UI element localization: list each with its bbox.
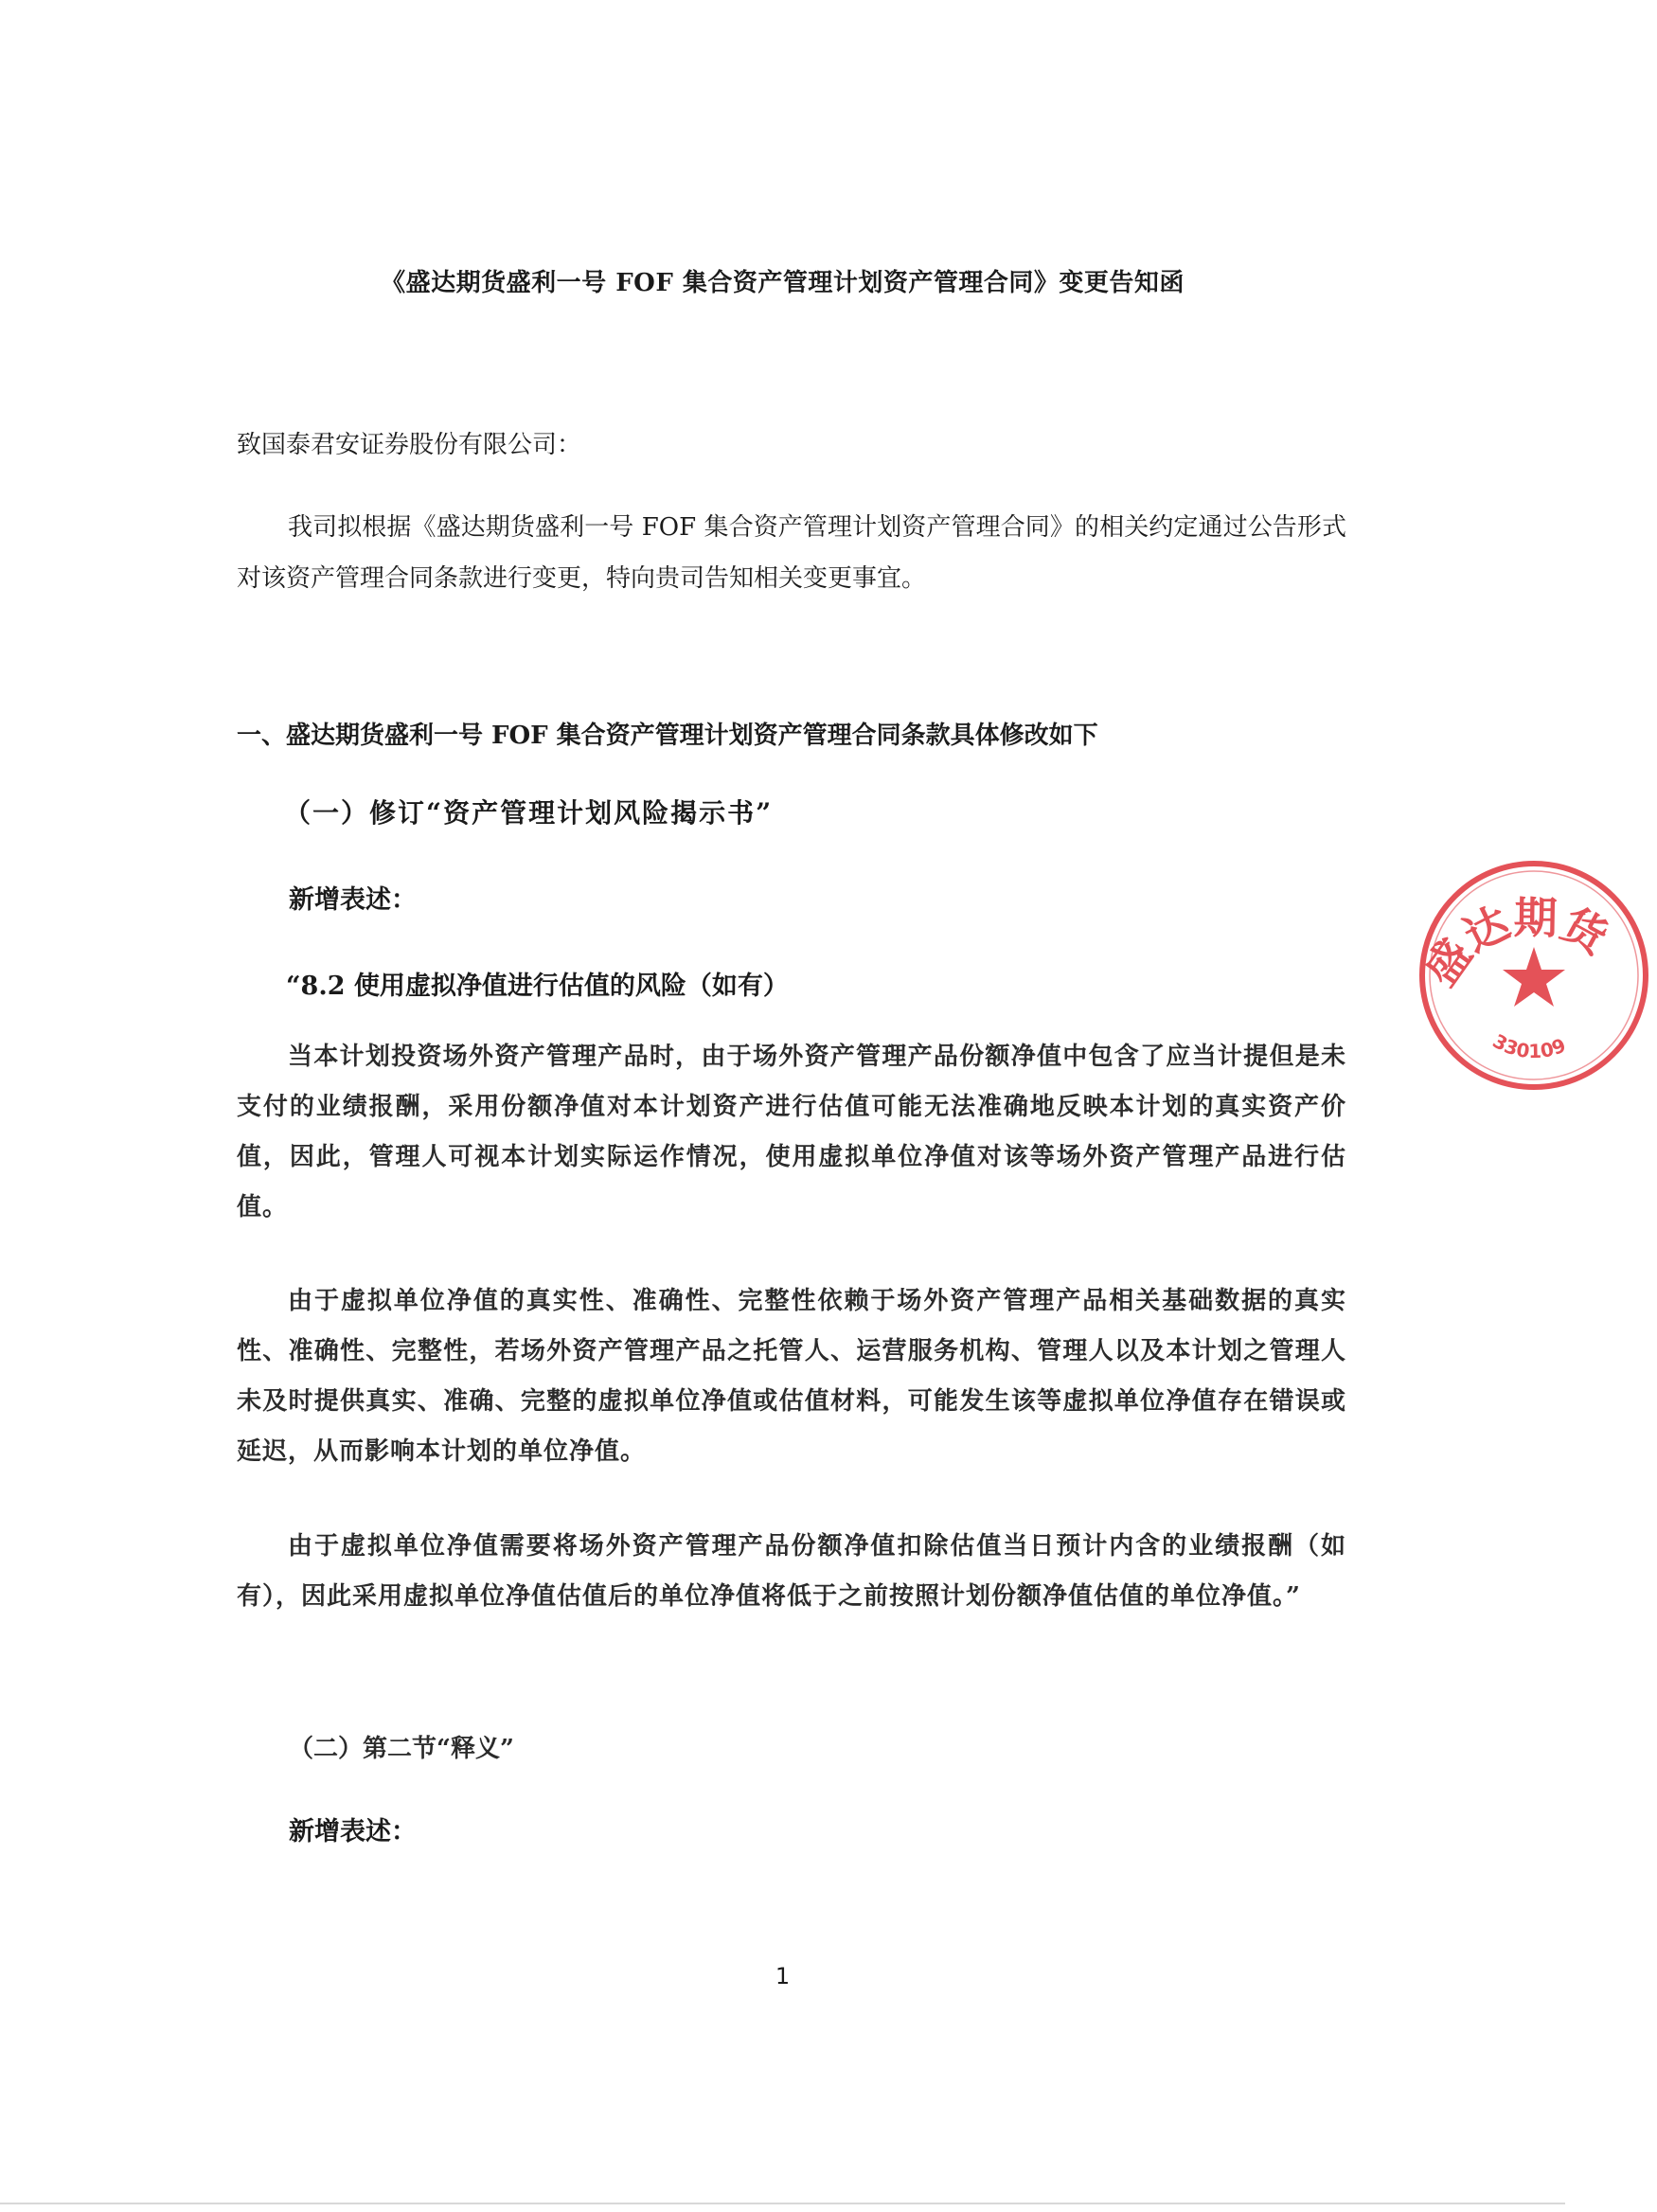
addressee: 致国泰君安证券股份有限公司： (237, 431, 582, 459)
body-paragraph-2: 由于虚拟单位净值的真实性、准确性、完整性依赖于场外资产管理产品相关基础数据的真实性、准确性、完整性，若场外资产管理产品之托管人、运营服务机构、管理人以及本计划之管理人未及时提供真实、准确、完整的虚拟单位净值或估值材料，可能发生该等虚拟单位净值存在错误或延迟，从而影响本计划的单位净值。 (237, 1287, 1346, 1466)
seal-star-icon (1503, 947, 1565, 1007)
body-paragraph-1: 当本计划投资场外资产管理产品时，由于场外资产管理产品份额净值中包含了应当计提但是未支付的业绩报酬，采用份额净值对本计划资产进行估值可能无法准确地反映本计划的真实资产价值，因此，管理人可视本计划实际运作情况，使用虚拟单位净值对该等场外资产管理产品进行估值。 (237, 1043, 1346, 1222)
subsection-1-heading: （一）修订“资产管理计划风险揭示书” (284, 797, 774, 829)
page-number: 1 (775, 1963, 791, 1989)
quote-heading: “8.2 使用虚拟净值进行估值的风险（如有） (286, 972, 789, 1001)
seal-number-text: 330109 (1488, 1029, 1569, 1063)
new-statement-label: 新增表述： (289, 885, 417, 915)
body-paragraph-3: 由于虚拟单位净值需要将场外资产管理产品份额净值扣除估值当日预计内含的业绩报酬（如有），因此采用虚拟单位净值估值后的单位净值将低于之前按照计划份额净值估值的单位净值。” (237, 1532, 1346, 1611)
seal-name-text: 盛达期货 (1415, 892, 1616, 995)
intro-paragraph: 我司拟根据《盛达期货盛利一号 FOF 集合资产管理计划资产管理合同》的相关约定通过公告形式对该资产管理合同条款进行变更，特向贵司告知相关变更事宜。 (237, 513, 1346, 593)
subsection-2-heading: （二）第二节“释义” (289, 1735, 514, 1763)
section-1-heading: 一、盛达期货盛利一号 FOF 集合资产管理计划资产管理合同条款具体修改如下 (237, 722, 1098, 750)
scan-edge-line (0, 2203, 1565, 2204)
company-seal-stamp (1411, 852, 1657, 1098)
new-statement-label: 新增表述： (289, 1817, 417, 1846)
document-title: 《盛达期货盛利一号 FOF 集合资产管理计划资产管理合同》变更告知函 (381, 269, 1185, 297)
